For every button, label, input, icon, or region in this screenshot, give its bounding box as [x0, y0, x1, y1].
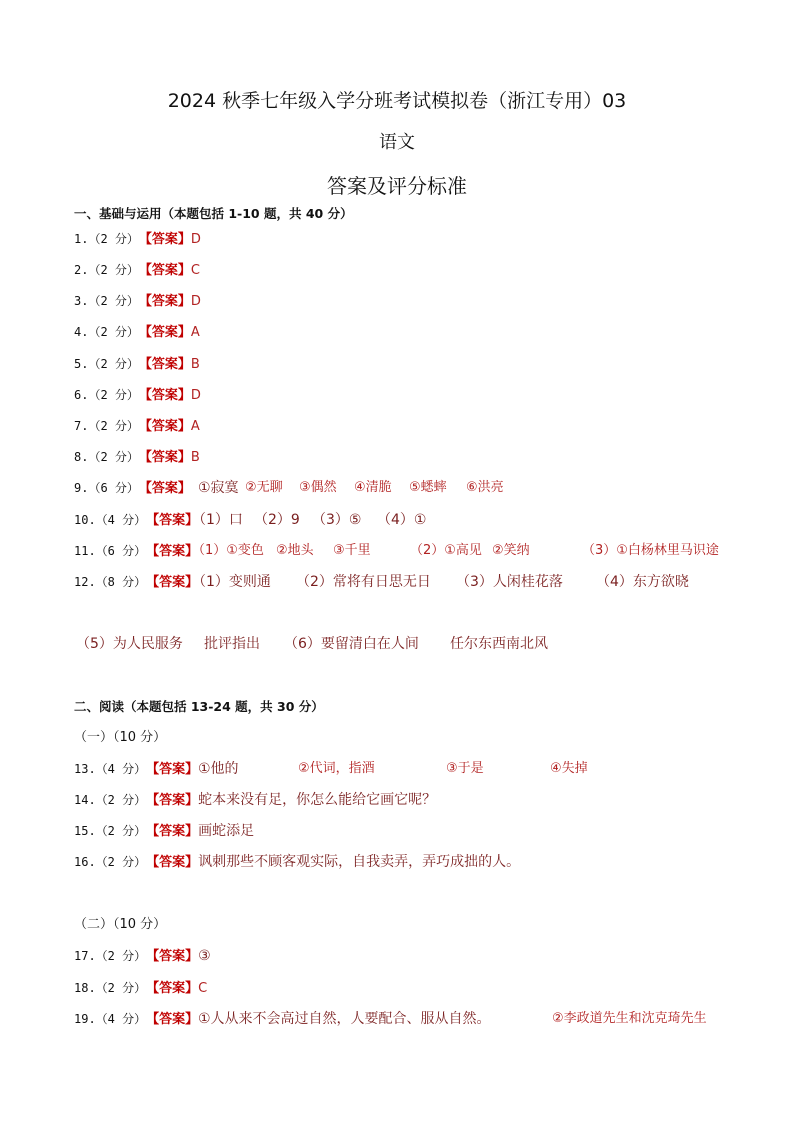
answer-marker: 【答案】: [146, 793, 199, 808]
answer-row-q10: [74, 511, 754, 529]
answer-marker: 【答案】: [146, 575, 199, 590]
answer-text: C: [190, 263, 200, 278]
answer-row-q9: [74, 479, 754, 497]
question-number: 10.（4 分）: [74, 513, 147, 527]
question-number: 11.（6 分）: [74, 544, 147, 558]
answer-row-q11: [74, 542, 754, 560]
answer-marker: 【答案】: [138, 263, 191, 278]
answer-text: B: [190, 450, 200, 465]
answer-part: （2）9: [254, 512, 300, 528]
answer-marker: 【答案】: [138, 450, 191, 465]
answer-part: （3）人闲桂花落: [456, 574, 563, 590]
question-number: 6.（2 分）: [74, 388, 139, 402]
answer-text: A: [190, 419, 200, 434]
answer-part: ②笑纳: [492, 543, 530, 558]
answer-row-q14: [74, 791, 436, 809]
question-number: 3.（2 分）: [74, 294, 139, 308]
section-heading-1: 一、基础与运用（本题包括 1-10 题，共 40 分）: [74, 206, 353, 221]
subsection-heading: （二）（10 分）: [74, 917, 167, 932]
answer-row: [74, 323, 200, 341]
answer-marker: 【答案】: [146, 1012, 199, 1027]
question-number: 7.（2 分）: [74, 419, 139, 433]
question-number: 2.（2 分）: [74, 263, 139, 277]
answer-part: 任尔东西南北风: [450, 636, 548, 652]
question-number: 14.（2 分）: [74, 793, 147, 807]
answer-part: ②李政道先生和沈克琦先生: [552, 1011, 707, 1026]
answer-marker: 【答案】: [138, 388, 191, 403]
question-number: 13.（4 分）: [74, 762, 147, 776]
answer-row: [74, 448, 200, 466]
answer-row: [74, 230, 201, 248]
answer-part: （4）东方欲晓: [596, 574, 689, 590]
answer-part: ③于是: [446, 761, 484, 776]
answer-marker: 【答案】: [138, 325, 191, 340]
answer-marker: 【答案】: [146, 981, 199, 996]
answer-subtitle: 答案及评分标准: [327, 174, 467, 198]
question-number: 16.（2 分）: [74, 855, 147, 869]
answer-text: D: [190, 232, 201, 247]
answer-marker: 【答案】: [146, 855, 199, 870]
answer-row: [74, 417, 200, 435]
answer-text: ③: [198, 948, 211, 964]
answer-part: ②地头: [276, 543, 314, 558]
answer-part: ①寂寞: [198, 480, 239, 496]
answer-part: ④失掉: [550, 761, 588, 776]
answer-part: （2）①高见: [410, 543, 482, 558]
answer-part: （2）常将有日思无日: [296, 574, 431, 590]
answer-marker: 【答案】: [146, 544, 199, 559]
answer-row-q16: [74, 853, 520, 871]
answer-marker: 【答案】: [146, 513, 199, 528]
answer-marker: 【答案】: [138, 357, 191, 372]
answer-row: [74, 386, 201, 404]
question-number: 17.（2 分）: [74, 949, 147, 963]
answer-part: 批评指出: [204, 636, 260, 652]
question-number: 1.（2 分）: [74, 232, 139, 246]
answer-row-q15: [74, 822, 254, 840]
answer-part: （5）为人民服务: [76, 636, 183, 652]
answer-marker: 【答案】: [146, 824, 199, 839]
answer-text: 讽刺那些不顾客观实际，自我卖弄，弄巧成拙的人。: [198, 854, 521, 870]
answer-marker: 【答案】: [138, 481, 191, 496]
answer-part: （1）口: [192, 512, 243, 528]
answer-row-q17: [74, 947, 211, 965]
answer-marker: 【答案】: [138, 294, 191, 309]
question-number: 12.（8 分）: [74, 575, 147, 589]
answer-part: ③千里: [333, 543, 371, 558]
page-title: 2024 秋季七年级入学分班考试模拟卷（浙江专用）03: [167, 90, 627, 112]
question-number: 15.（2 分）: [74, 824, 147, 838]
answer-text: A: [190, 325, 200, 340]
question-number: 8.（2 分）: [74, 450, 139, 464]
question-number: 19.（4 分）: [74, 1012, 147, 1026]
answer-row-q12-cont: [76, 635, 756, 653]
answer-marker: 【答案】: [146, 762, 199, 777]
answer-marker: 【答案】: [138, 232, 191, 247]
answer-part: （1）①变色: [192, 543, 264, 558]
subject-title: 语文: [379, 132, 415, 153]
answer-row-q13: [74, 760, 754, 778]
answer-row: [74, 261, 200, 279]
answer-text: C: [198, 981, 208, 996]
question-number: 4.（2 分）: [74, 325, 139, 339]
answer-part: ④清脆: [354, 480, 392, 495]
answer-part: （4）①: [377, 512, 427, 528]
answer-marker: 【答案】: [146, 949, 199, 964]
question-number: 9.（6 分）: [74, 481, 139, 495]
answer-row-q19: [74, 1010, 754, 1028]
answer-text: D: [190, 294, 201, 309]
answer-text: D: [190, 388, 201, 403]
answer-text: B: [190, 357, 200, 372]
answer-part: ②代词，指酒: [298, 761, 375, 776]
answer-part: （6）要留清白在人间: [284, 636, 419, 652]
answer-row-q12: [74, 573, 754, 591]
answer-text: 蛇本来没有足，你怎么能给它画它呢？: [198, 792, 437, 808]
answer-part: ①人从来不会高过自然，人要配合、服从自然。: [198, 1011, 491, 1027]
answer-part: （1）变则通: [192, 574, 271, 590]
answer-part: （3）①白杨林里马识途: [582, 543, 719, 558]
answer-row: [74, 355, 200, 373]
section-heading-2: 二、阅读（本题包括 13-24 题，共 30 分）: [74, 699, 324, 714]
answer-row-q18: [74, 979, 207, 997]
answer-marker: 【答案】: [138, 419, 191, 434]
subsection-heading: （一）（10 分）: [74, 730, 167, 745]
answer-part: ⑥洪亮: [466, 480, 504, 495]
answer-part: ①他的: [198, 761, 239, 777]
answer-row: [74, 292, 201, 310]
question-number: 18.（2 分）: [74, 981, 147, 995]
answer-text: 画蛇添足: [198, 823, 255, 839]
question-number: 5.（2 分）: [74, 357, 139, 371]
answer-part: ⑤蟋蟀: [409, 480, 447, 495]
answer-part: （3）⑤: [312, 512, 362, 528]
answer-part: ②无聊: [245, 480, 283, 495]
answer-part: ③偶然: [299, 480, 337, 495]
